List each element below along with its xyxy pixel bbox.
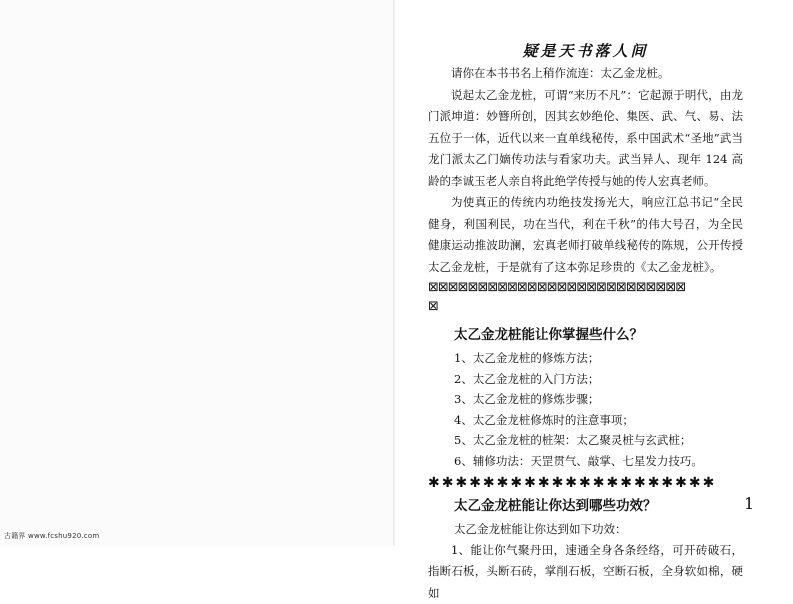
site-watermark: 古籍界 www.fcshu920.com [4, 531, 99, 541]
list-item: 1、太乙金龙桩的修炼方法； [428, 348, 743, 369]
decorative-pattern-row: ⊠⊠⊠⊠⊠⊠⊠⊠⊠⊠⊠⊠⊠⊠⊠⊠⊠⊠⊠⊠⊠⊠⊠⊠⊠⊠ [428, 278, 743, 297]
effects-item-1: 1、能让你气聚丹田，速通全身各条经络，可开砖破石，指断石板，头断石砖，掌削石板，空断石板，全身软如棉，硬如 [428, 540, 743, 604]
paragraph-intro: 请你在本书书名上稍作流连：太乙金龙桩。 [428, 63, 743, 85]
star-divider: ✱✱✱✱✱✱✱✱✱✱✱✱✱✱✱✱✱✱✱✱✱ [428, 473, 743, 493]
decorative-pattern-row-2: ⊠ [428, 297, 743, 316]
paragraph-origin: 说起太乙金龙桩，可谓“来历不凡”：它起源于明代，由龙门派坤道：妙簪所创，因其玄妙绝伦、集医、武、气、易、法五位于一体，近代以来一直单线秘传，系中国武术“圣地”武当龙门派太乙门嫡传功法与看家功夫。武当异人、现年 124 高龄的李诚玉老人亲自将此绝学传授与她的传人宏真老师。 [428, 85, 743, 193]
list-item: 3、太乙金龙桩的修炼步骤； [428, 389, 743, 410]
list-item: 5、太乙金龙桩的桩架：太乙聚灵桩与玄武桩； [428, 430, 743, 451]
effects-intro: 太乙金龙桩能让你达到如下功效： [428, 519, 743, 540]
list-item: 6、辅修功法：天罡贯气、敲掌、七星发力技巧。 [428, 451, 743, 472]
section-heading-mastery: 太乙金龙桩能让你掌握些什么？ [428, 322, 743, 348]
text-column [428, 40, 743, 604]
section-heading-effects: 太乙金龙桩能让你达到哪些功效？ [428, 493, 743, 519]
left-page [0, 0, 395, 546]
list-item: 2、太乙金龙桩的入门方法； [428, 369, 743, 390]
list-item: 4、太乙金龙桩修炼时的注意事项； [428, 410, 743, 431]
paragraph-purpose: 为使真正的传统内功绝技发扬光大，响应江总书记“全民健身，利国利民，功在当代，利在千秋”的伟大号召，为全民健康运动推波助澜，宏真老师打破单线秘传的陈规，公开传授太乙金龙桩，于是就有了这本弥足珍贵的《太乙金龙桩》。 [428, 192, 743, 278]
page-number: 1 [744, 494, 754, 513]
page-title: 疑是天书落人间 [428, 40, 743, 63]
